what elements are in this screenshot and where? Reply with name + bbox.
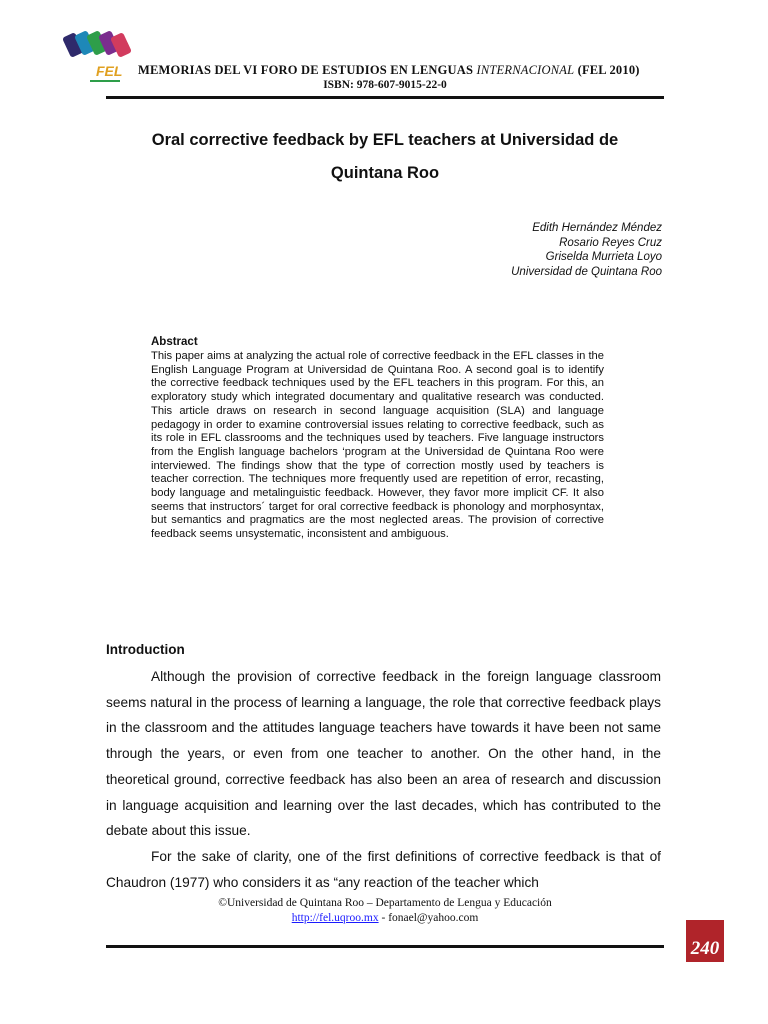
- paper-title-line1: Oral corrective feedback by EFL teachers at Universidad de: [151, 131, 619, 149]
- proceedings-title-part1: MEMORIAS DEL VI FORO DE ESTUDIOS EN LENGUAS: [138, 63, 477, 77]
- paper-title: [106, 124, 664, 190]
- footer-email: fonael@yahoo.com: [388, 912, 479, 924]
- introduction-body: [106, 664, 661, 895]
- abstract-heading: Abstract: [151, 336, 198, 348]
- paragraph: For the sake of clarity, one of the first definitions of corrective feedback is that of Chaudron (1977) who considers it as “any reaction of the teacher which: [106, 848, 661, 890]
- footer-contact: [106, 912, 664, 924]
- proceedings-title-part2: (FEL 2010): [574, 63, 640, 77]
- footer-copyright: ©Universidad de Quintana Roo – Departamento de Lengua y Educación: [218, 897, 552, 909]
- introduction-heading: Introduction: [106, 642, 185, 657]
- footer-separator: -: [378, 912, 389, 924]
- proceedings-title-italic: INTERNACIONAL: [476, 63, 575, 77]
- author-name: Griselda Murrieta Loyo: [545, 251, 662, 263]
- website-link[interactable]: http://fel.uqroo.mx: [291, 912, 379, 924]
- author-name: Rosario Reyes Cruz: [559, 236, 662, 249]
- paper-title-line2: Quintana Roo: [330, 164, 440, 182]
- abstract-text: This paper aims at analyzing the actual role of corrective feedback in the EFL classes in the English Language Program at Universidad de Quintana Roo. A second goal is to identify the corrective feedback techniques used by the EFL teachers in this program. For this, an exploratory study which integrated documentary and qualitative research was conducted. This article draws on research in second language acquisition (SLA) and language pedagogy in order to examine controversial issues relating to corrective feedback, such as its role in EFL classrooms and the techniques used by teachers. Five language instructors from the English language bachelors ‘program at the Universidad de Quintana Roo were interviewed. The findings show that the type of correction mostly used by teachers is teacher correction. The techniques more frequently used are repetition of error, recasting, body language and metalinguistic feedback. However, they favor more implicit CF. It also seems that instructors´ target for oral corrective feedback is phonology and morphosyntax, but semantics and pragmatics are the most neglected areas. The provision of corrective feedback seems unsystematic, inconsistent and ambiguous.: [151, 350, 604, 541]
- page-number: 240: [686, 920, 724, 962]
- author-name: Edith Hernández Méndez: [532, 222, 662, 234]
- paragraph: Although the provision of corrective feedback in the foreign language classroom seems natural in the process of learning a language, the role that corrective feedback plays in the classroom and the attitudes language teachers have towards it have been not same through the years, or even from one teacher to another. On the other hand, in the theoretical ground, corrective feedback has also been an area of research and discussion in language acquisition and learning over the last decades, which has contributed to the debate about this issue.: [106, 669, 661, 839]
- isbn: ISBN: 978-607-9015-22-0: [323, 79, 447, 91]
- logo-shapes-icon: [62, 30, 132, 58]
- footer-rule: [106, 945, 664, 948]
- logo-text: FEL: [96, 63, 123, 79]
- header-rule: [106, 96, 664, 99]
- author-block: [511, 221, 662, 279]
- author-affiliation: Universidad de Quintana Roo: [511, 265, 662, 278]
- proceedings-title: [138, 63, 678, 78]
